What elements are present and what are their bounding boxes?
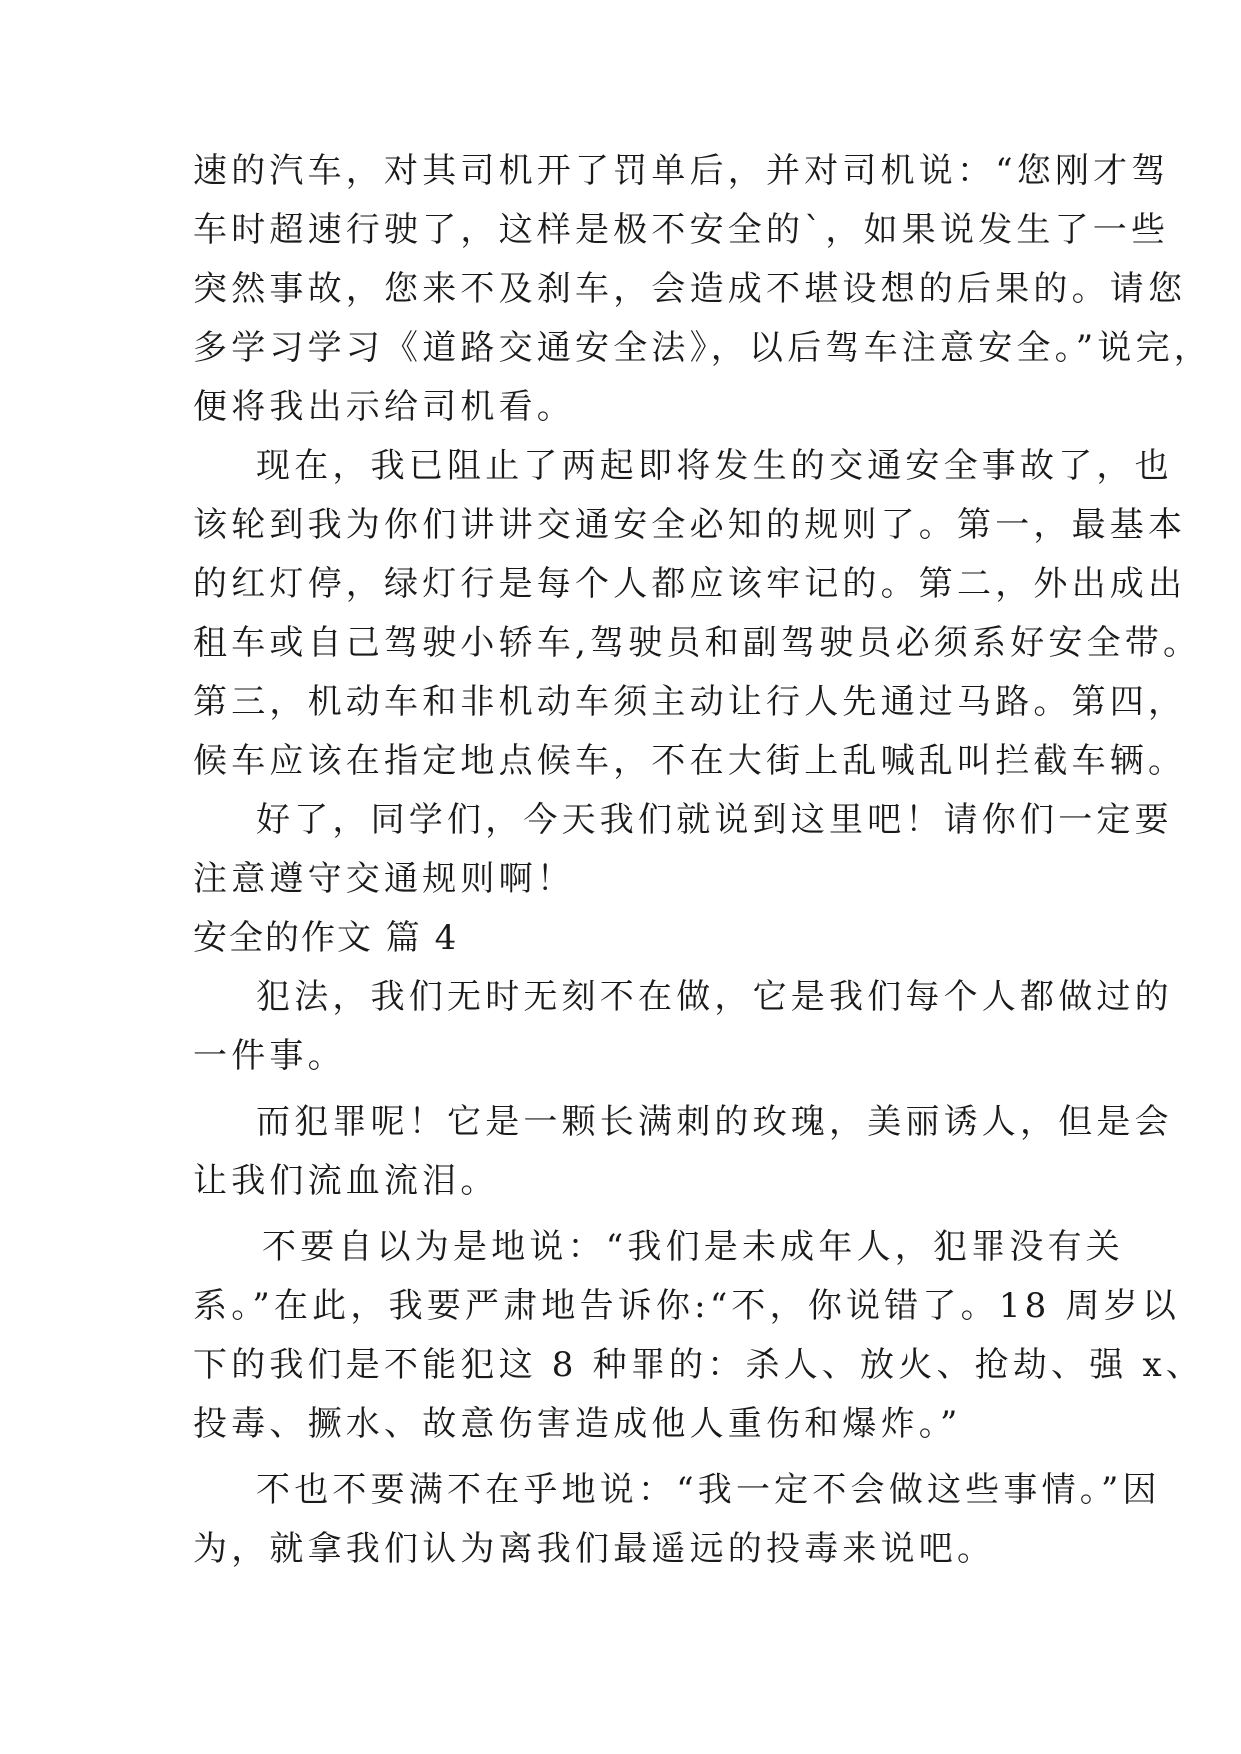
text-line: 突然事故，您来不及刹车，会造成不堪设想的后果的。请您 bbox=[193, 269, 1187, 309]
text-line: 为，就拿我们认为离我们最遥远的投毒来说吧。 bbox=[193, 1529, 996, 1569]
paragraph-start-line: 不也不要满不在乎地说：“我一定不会做这些事情。”因 bbox=[256, 1470, 1161, 1510]
text-line: 第三，机动车和非机动车须主动让行人先通过马路。第四， bbox=[193, 682, 1187, 722]
text-line: 一件事。 bbox=[193, 1036, 346, 1076]
text-line: 候车应该在指定地点候车，不在大街上乱喊乱叫拦截车辆。 bbox=[193, 741, 1187, 781]
text-line: 租车或自己驾驶小轿车,驾驶员和副驾驶员必须系好安全带。 bbox=[193, 623, 1202, 663]
text-line: 系。”在此，我要严肃地告诉你:“不，你说错了。18 周岁以 bbox=[193, 1286, 1181, 1326]
paragraph-start-line: 现在，我已阻止了两起即将发生的交通安全事故了，也 bbox=[256, 446, 1173, 486]
text-line: 该轮到我为你们讲讲交通安全必知的规则了。第一，最基本 bbox=[193, 505, 1187, 545]
text-line: 速的汽车，对其司机开了罚单后，并对司机说：“您刚才驾 bbox=[193, 151, 1170, 191]
text-line: 车时超速行驶了，这样是极不安全的`，如果说发生了一些 bbox=[193, 210, 1170, 250]
paragraph-start-line: 不要自以为是地说：“我们是未成年人，犯罪没有关 bbox=[262, 1227, 1124, 1267]
text-line: 便将我出示给司机看。 bbox=[193, 387, 575, 427]
text-line: 下的我们是不能犯这 8 种罪的：杀人、放火、抢劫、强 x、 bbox=[193, 1345, 1205, 1385]
section-heading: 安全的作文 篇 4 bbox=[193, 918, 459, 958]
text-line: 多学习学习《道路交通安全法》，以后驾车注意安全。”说完， bbox=[193, 328, 1212, 368]
text-line: 投毒、撅水、故意伤害造成他人重伤和爆炸。” bbox=[193, 1404, 962, 1444]
paragraph-start-line: 好了，同学们，今天我们就说到这里吧！请你们一定要 bbox=[256, 800, 1173, 840]
text-line: 注意遵守交通规则啊！ bbox=[193, 859, 575, 899]
paragraph-start-line: 犯法，我们无时无刻不在做，它是我们每个人都做过的 bbox=[256, 977, 1173, 1017]
text-line: 让我们流血流泪。 bbox=[193, 1161, 499, 1201]
text-line: 的红灯停，绿灯行是每个人都应该牢记的。第二，外出成出 bbox=[193, 564, 1187, 604]
paragraph-start-line: 而犯罪呢！它是一颗长满刺的玫瑰，美丽诱人，但是会 bbox=[256, 1102, 1173, 1142]
